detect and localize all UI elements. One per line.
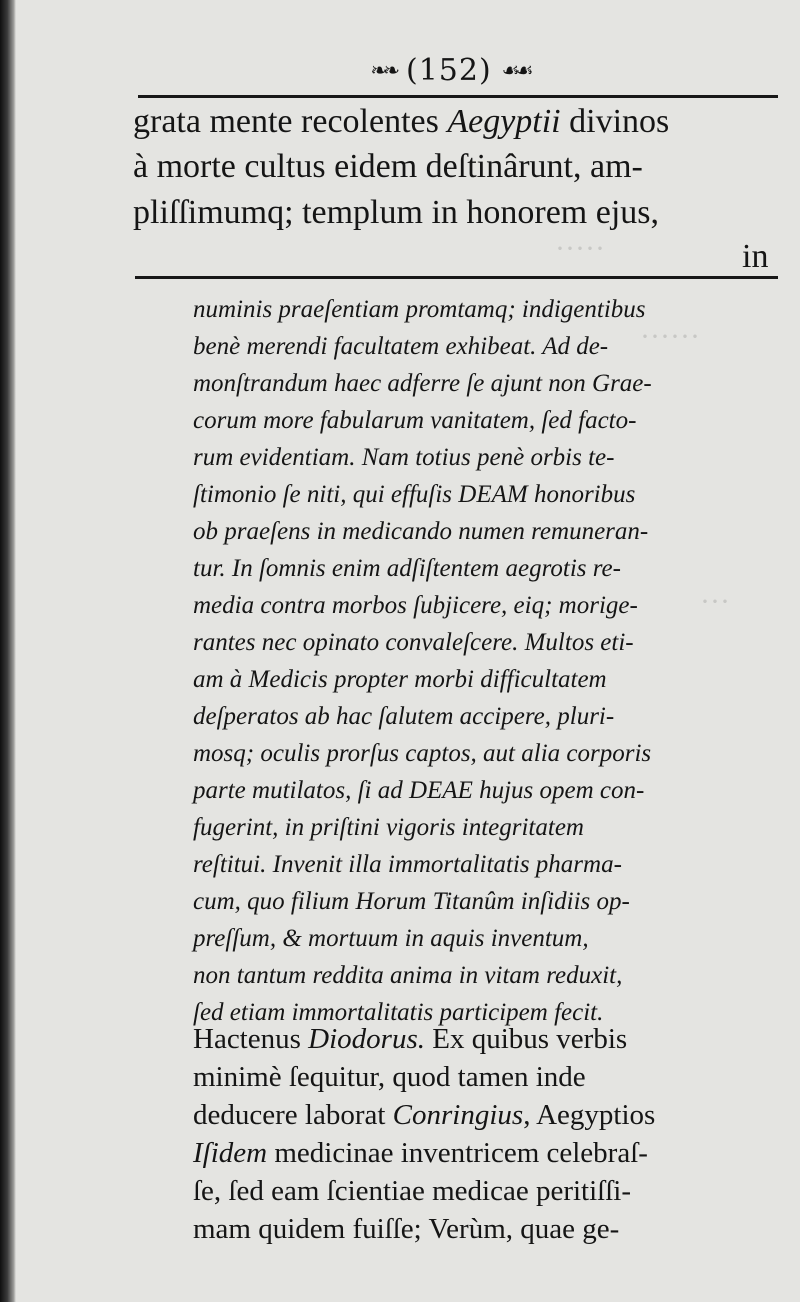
ornament-icon: ☙☙ <box>501 58 530 82</box>
footnote-line: numinis praeſentiam promtamq; indigentibus <box>193 296 646 323</box>
main-text-line: grata mente recolentes Aegyptii divinos <box>133 103 670 140</box>
footnote-line: ſtimonio ſe niti, qui effuſis DEAM honoribus <box>193 481 636 508</box>
body-text-line: minimè ſequitur, quod tamen inde <box>193 1061 586 1093</box>
footnote-line: mosq; oculis prorſus captos, aut alia corporis <box>193 740 652 767</box>
footnote-line: reſtitui. Invenit illa immortalitatis pharma- <box>193 851 622 878</box>
body-text-line: deducere laborat Conringius, Aegyptios <box>193 1099 656 1131</box>
main-text-line: à morte cultus eidem deſtinârunt, am- <box>133 148 643 185</box>
show-through-text: ····· <box>555 232 605 265</box>
footnote-line: tur. In ſomnis enim adſiſtentem aegrotis re- <box>193 555 621 582</box>
body-text-line: mam quidem fuiſſe; Verùm, quae ge- <box>193 1213 620 1245</box>
footnote-rule <box>135 276 778 279</box>
header-rule <box>138 95 778 98</box>
body-text-line: ſe, ſed eam ſcientiae medicae peritiſſi- <box>193 1175 632 1207</box>
main-text-line: in <box>742 238 769 275</box>
main-text-line: pliſſimumq; templum in honorem ejus, <box>133 194 660 231</box>
footnote-line: fugerint, in priſtini vigoris integritatem <box>193 814 584 841</box>
footnote-line: cum, quo filium Horum Titanûm inſidiis op- <box>193 888 630 915</box>
body-text-line: Hactenus Diodorus. Ex quibus verbis <box>193 1023 628 1055</box>
footnote-line: non tantum reddita anima in vitam reduxit, <box>193 962 623 989</box>
footnote-line: ſed etiam immortalitatis participem fecit. <box>193 999 604 1026</box>
ornament-icon: ❧❧ <box>370 58 396 82</box>
footnote-line: preſſum, & mortuum in aquis inventum, <box>193 925 589 952</box>
binding-shadow <box>0 0 16 1302</box>
footnote-line: am à Medicis propter morbi difficultatem <box>193 666 607 693</box>
show-through-text: ··· <box>700 585 730 618</box>
page-header <box>300 50 600 90</box>
footnote-line: rantes nec opinato convaleſcere. Multos eti- <box>193 629 634 656</box>
footnote-line: monſtrandum haec adferre ſe ajunt non Grae- <box>193 370 652 397</box>
footnote-line: media contra morbos ſubjicere, eiq; morige- <box>193 592 638 619</box>
footnote-line: parte mutilatos, ſi ad DEAE hujus opem con- <box>193 777 645 804</box>
page-number-close: ) <box>478 52 492 88</box>
page-number: 152 <box>418 52 479 88</box>
footnote-line: deſperatos ab hac ſalutem accipere, pluri- <box>193 703 615 730</box>
page-number-open: ( <box>405 52 419 88</box>
body-text-line: Iſidem medicinae inventricem celebraſ- <box>193 1137 648 1169</box>
footnote-line: corum more fabularum vanitatem, ſed facto- <box>193 407 637 434</box>
show-through-text: ······ <box>640 320 700 353</box>
footnote-line: benè merendi facultatem exhibeat. Ad de- <box>193 333 609 360</box>
footnote-line: rum evidentiam. Nam totius penè orbis te- <box>193 444 615 471</box>
footnote-line: ob praeſens in medicando numen remuneran- <box>193 518 649 545</box>
